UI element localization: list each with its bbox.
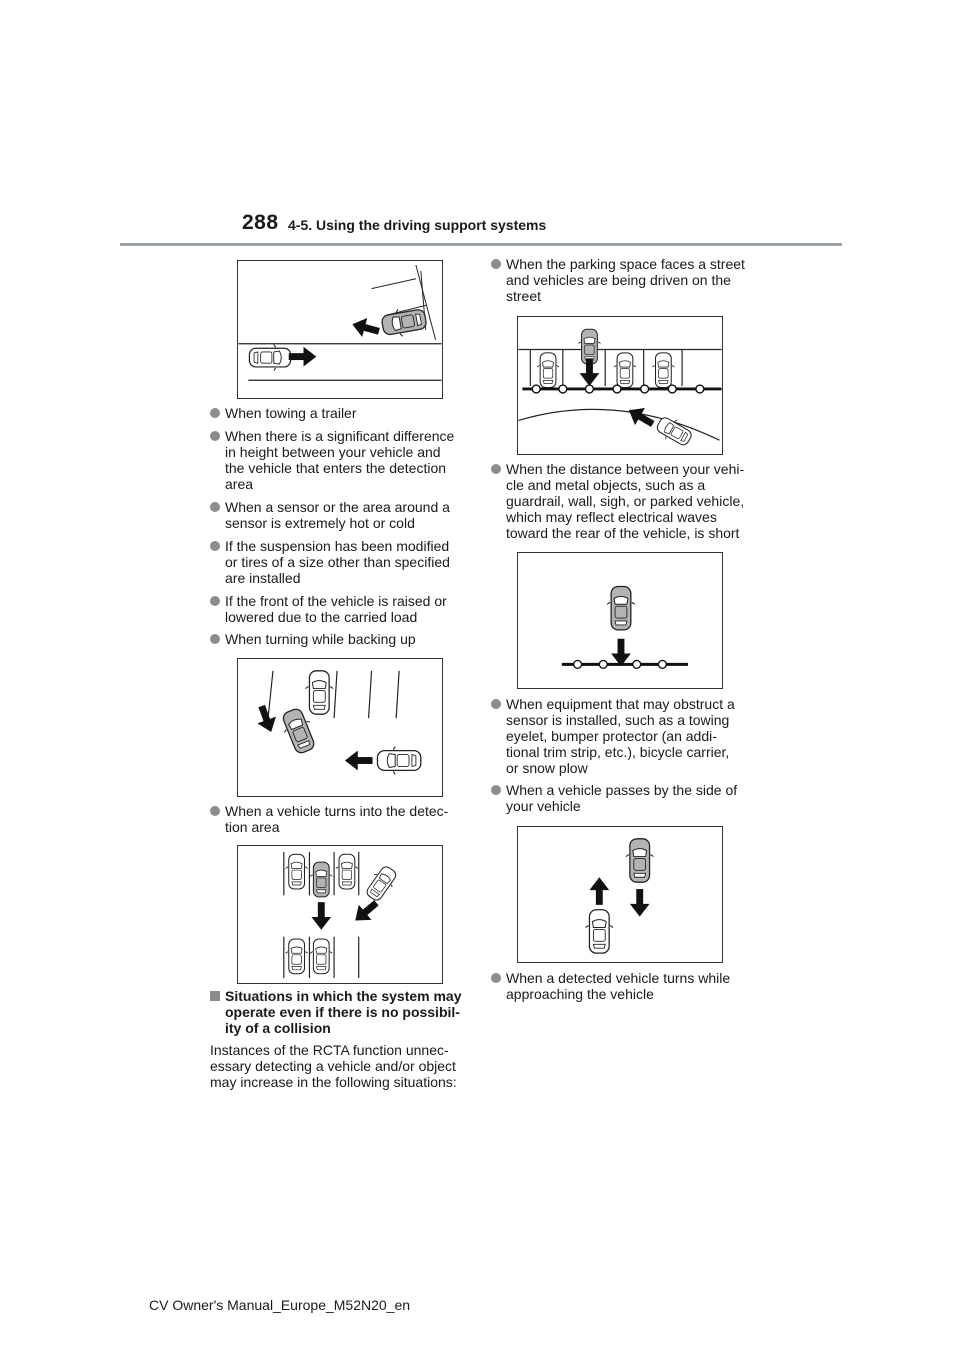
bullet-height-difference xyxy=(210,428,470,492)
bullet-vehicle-turns-into xyxy=(210,803,470,835)
bullet-icon xyxy=(491,699,501,709)
bullet-equipment-obstruct xyxy=(491,696,761,776)
bullet-metal-objects xyxy=(491,461,761,541)
bullet-text: When a detected vehicle turns while approaching the vehicle xyxy=(506,970,731,1002)
bullet-icon xyxy=(210,596,220,606)
guardrail-diagram xyxy=(518,553,722,688)
passes-side-diagram xyxy=(518,827,722,962)
bullet-icon xyxy=(210,431,220,441)
footer-text: CV Owner's Manual_Europe_M52N20_en xyxy=(149,1297,411,1313)
bullet-text: When the parking space faces a street and vehicles are being driven on the street xyxy=(506,256,745,304)
section-heading xyxy=(210,988,475,1036)
bullet-vehicle-passes-side xyxy=(491,782,761,814)
page-number: 288 xyxy=(242,211,279,234)
bullet-icon xyxy=(210,634,220,644)
bullet-icon xyxy=(210,806,220,816)
bullet-suspension xyxy=(210,538,470,586)
bullet-text: When equipment that may obstruct a sensor is installed, such as a towing eyelet, bumper protector (an addi- tional trim strip, etc.), bicycle carrier, or snow plow xyxy=(506,696,735,776)
bullet-sensor-temperature xyxy=(210,499,470,531)
illustration-parking-street xyxy=(517,316,723,455)
bullet-icon xyxy=(210,541,220,551)
illustration-turning-backing xyxy=(237,658,443,797)
turning-backing-diagram xyxy=(238,659,442,796)
bullet-text: When turning while backing up xyxy=(225,631,416,647)
bullet-turning-backing xyxy=(210,631,470,647)
turns-into-area-diagram xyxy=(238,846,442,983)
bullet-towing xyxy=(210,405,470,421)
bullet-text: When the distance between your vehi- cle and metal objects, such as a guardrail, wall, sigh, or parked vehicle, which may reflect electrical waves toward the rear of the vehicle, is short xyxy=(506,461,745,541)
header-divider xyxy=(120,243,842,246)
bullet-text: When there is a significant difference in height between your vehicle and the vehicle that enters the detection area xyxy=(225,428,455,492)
heading-text: Situations in which the system may operate even if there is no possibil- ity of a collision xyxy=(225,988,462,1036)
bullet-text: When a vehicle passes by the side of your vehicle xyxy=(506,782,738,814)
trailer-diagram xyxy=(238,261,442,398)
bullet-icon xyxy=(210,408,220,418)
illustration-guardrail xyxy=(517,552,723,689)
bullet-text: When towing a trailer xyxy=(225,405,357,421)
bullet-carried-load xyxy=(210,593,470,625)
bullet-detected-vehicle-turns xyxy=(491,970,761,1002)
bullet-icon xyxy=(491,464,501,474)
bullet-icon xyxy=(210,502,220,512)
parking-street-diagram xyxy=(518,317,722,454)
bullet-icon xyxy=(491,785,501,795)
bullet-text: If the front of the vehicle is raised or lowered due to the carried load xyxy=(225,593,447,625)
illustration-turns-into-area xyxy=(237,845,443,984)
section-title: 4-5. Using the driving support systems xyxy=(288,217,547,233)
bullet-text: If the suspension has been modified or tires of a size other than specified are installed xyxy=(225,538,450,586)
bullet-parking-faces-street xyxy=(491,256,761,304)
illustration-passes-side xyxy=(517,826,723,963)
bullet-icon xyxy=(491,259,501,269)
intro-paragraph: Instances of the RCTA function unnec- essary detecting a vehicle and/or object may increase in the following situations: xyxy=(210,1042,457,1090)
bullet-text: When a sensor or the area around a sensor is extremely hot or cold xyxy=(225,499,450,531)
bullet-icon xyxy=(491,973,501,983)
illustration-trailer xyxy=(237,260,443,399)
heading-square-icon xyxy=(210,991,220,1001)
bullet-text: When a vehicle turns into the detec- tion area xyxy=(225,803,449,835)
